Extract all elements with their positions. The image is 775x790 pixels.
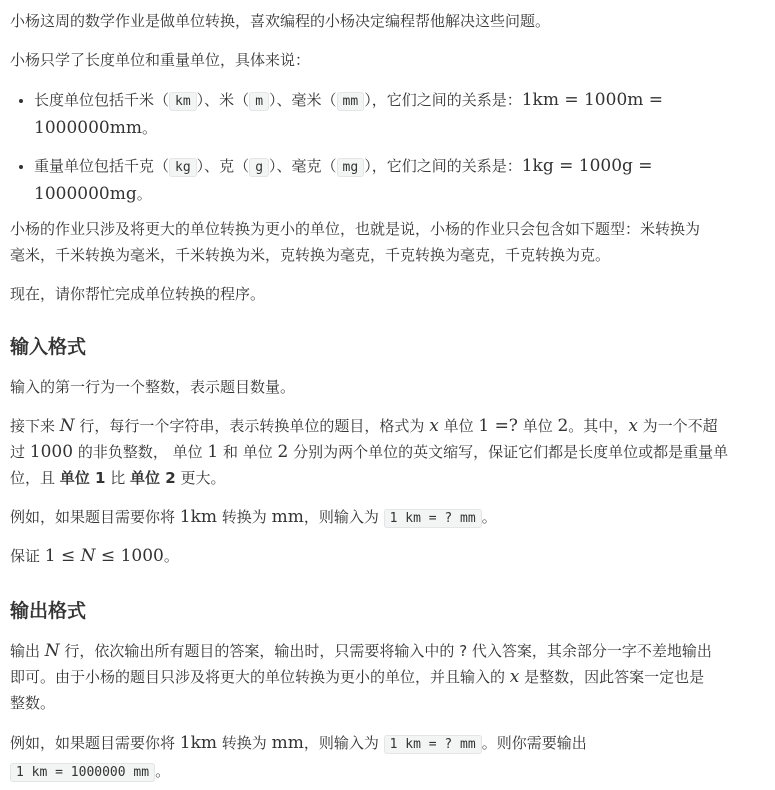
unit-code: mm bbox=[337, 92, 365, 111]
input-paragraph-2 bbox=[10, 413, 770, 491]
list-item bbox=[34, 153, 774, 207]
bullet-text: ）、毫克（ bbox=[269, 157, 337, 175]
math-expression: mm bbox=[271, 507, 304, 527]
math-expression: 1 =? bbox=[478, 416, 518, 436]
text: ，则输入为 bbox=[303, 508, 384, 526]
intro-text-1: 小杨这周的数学作业是做单位转换，喜欢编程的小杨决定编程帮他解决这些问题。 bbox=[10, 12, 551, 30]
text: 是整数，因此答案一定也是 bbox=[519, 668, 705, 686]
input-paragraph-1 bbox=[10, 374, 295, 400]
text: 输出 bbox=[10, 642, 45, 660]
text: 例如，如果题目需要你将 bbox=[10, 508, 180, 526]
input-example-code: 1 km = ? mm bbox=[384, 509, 482, 528]
text: 接下来 bbox=[10, 417, 60, 435]
text: ，则输入为 bbox=[303, 734, 384, 752]
unit-list bbox=[10, 87, 774, 207]
math-expression: 1000000mm bbox=[34, 118, 142, 138]
text: 转换为 bbox=[217, 508, 272, 526]
intro-text-3a: 小杨的作业只涉及将更大的单位转换为更小的单位，也就是说，小杨的作业只会包含如下题型：米转换为 bbox=[10, 220, 701, 238]
unit-code: g bbox=[249, 158, 269, 177]
text: 比 bbox=[105, 469, 130, 487]
output-example-code: 1 km = 1000000 mm bbox=[10, 763, 155, 782]
text: 整数。 bbox=[10, 694, 56, 712]
output-format-heading: 输出格式 bbox=[10, 600, 87, 622]
text: 。其中， bbox=[568, 417, 629, 435]
math-var: N bbox=[59, 416, 75, 436]
text: 过 bbox=[10, 443, 30, 461]
bullet-text: 长度单位包括千米（ bbox=[34, 91, 170, 109]
text: 例如，如果题目需要你将 bbox=[10, 734, 180, 752]
text: 位，且 bbox=[10, 469, 60, 487]
bullet-text: ），它们之间的关系是： bbox=[364, 157, 522, 175]
intro-text-3b: 毫米，千米转换为毫米，千米转换为米，克转换为毫克，千克转换为毫克，千克转换为克。 bbox=[10, 246, 611, 264]
text: 。则你需要输出 bbox=[481, 734, 587, 752]
unit-code: kg bbox=[169, 158, 197, 177]
text: 的非负整数， 单位 bbox=[73, 443, 208, 461]
intro-paragraph-3 bbox=[10, 216, 700, 268]
math-expression: 2 bbox=[557, 416, 569, 436]
bold-text: 单位 1 bbox=[59, 469, 106, 487]
math-expression: mm bbox=[271, 733, 304, 753]
math-var: x bbox=[628, 416, 638, 436]
output-paragraph-1 bbox=[10, 638, 770, 716]
unit-code: m bbox=[249, 92, 269, 111]
intro-paragraph-4 bbox=[10, 281, 265, 307]
text: 单位 bbox=[438, 417, 479, 435]
text: 转换为 bbox=[217, 734, 272, 752]
bullet-text: ），它们之间的关系是： bbox=[364, 91, 522, 109]
intro-paragraph-2 bbox=[10, 47, 310, 73]
math-expression: 1km bbox=[179, 733, 218, 753]
text: 行，依次输出所有题目的答案，输出时，只需要将输入中的 ? 代入答案，其余部分一字不差地输出 bbox=[59, 642, 712, 660]
text: 保证 bbox=[10, 547, 45, 565]
math-expression: 1kg = 1000g = bbox=[521, 156, 653, 176]
math-expression: 1 bbox=[207, 442, 219, 462]
bullet-text: ）、克（ bbox=[196, 157, 250, 175]
math-expression: ≤ 1000 bbox=[95, 546, 164, 566]
bullet-text: 。 bbox=[141, 119, 157, 137]
math-expression: 2 bbox=[277, 442, 289, 462]
text: 。 bbox=[155, 762, 171, 780]
math-expression: 1 ≤ bbox=[44, 546, 81, 566]
unit-code: mg bbox=[337, 158, 365, 177]
bullet-text: ）、毫米（ bbox=[269, 91, 337, 109]
bullet-text: 重量单位包括千克（ bbox=[34, 157, 170, 175]
bold-text: 单位 2 bbox=[130, 469, 176, 487]
unit-code: km bbox=[169, 92, 197, 111]
text: 更大。 bbox=[175, 469, 226, 487]
bullet-text: 。 bbox=[136, 185, 152, 203]
math-expression: 1km = 1000m = bbox=[521, 90, 664, 110]
intro-text-2: 小杨只学了长度单位和重量单位，具体来说： bbox=[10, 51, 311, 69]
math-var: N bbox=[80, 546, 96, 566]
math-var: x bbox=[509, 667, 520, 687]
text: 行，每行一个字符串，表示转换单位的题目，格式为 bbox=[74, 417, 430, 435]
output-paragraph-2 bbox=[10, 730, 770, 786]
text: 分别为两个单位的英文缩写，保证它们都是长度单位或都是重量单 bbox=[288, 443, 729, 461]
math-expression: 1000 bbox=[29, 442, 74, 462]
math-var: x bbox=[429, 416, 439, 436]
math-var: N bbox=[44, 641, 60, 661]
text: 和 单位 bbox=[218, 443, 278, 461]
input-paragraph-4 bbox=[10, 543, 179, 569]
intro-paragraph-1 bbox=[10, 8, 550, 34]
output-input-example-code: 1 km = ? mm bbox=[384, 735, 482, 754]
input-text-1: 输入的第一行为一个整数，表示题目数量。 bbox=[10, 378, 296, 396]
intro-text-4: 现在，请你帮忙完成单位转换的程序。 bbox=[10, 285, 266, 303]
text: 。 bbox=[163, 547, 179, 565]
bullet-text: ）、米（ bbox=[196, 91, 250, 109]
input-paragraph-3 bbox=[10, 504, 497, 532]
input-format-heading: 输入格式 bbox=[10, 336, 87, 358]
text: 。 bbox=[481, 508, 497, 526]
math-expression: 1km bbox=[179, 507, 218, 527]
text: 即可。由于小杨的题目只涉及将更大的单位转换为更小的单位，并且输入的 bbox=[10, 668, 510, 686]
text: 为一个不超 bbox=[637, 417, 718, 435]
text: 单位 bbox=[517, 417, 558, 435]
list-item bbox=[34, 87, 774, 141]
math-expression: 1000000mg bbox=[34, 184, 137, 204]
